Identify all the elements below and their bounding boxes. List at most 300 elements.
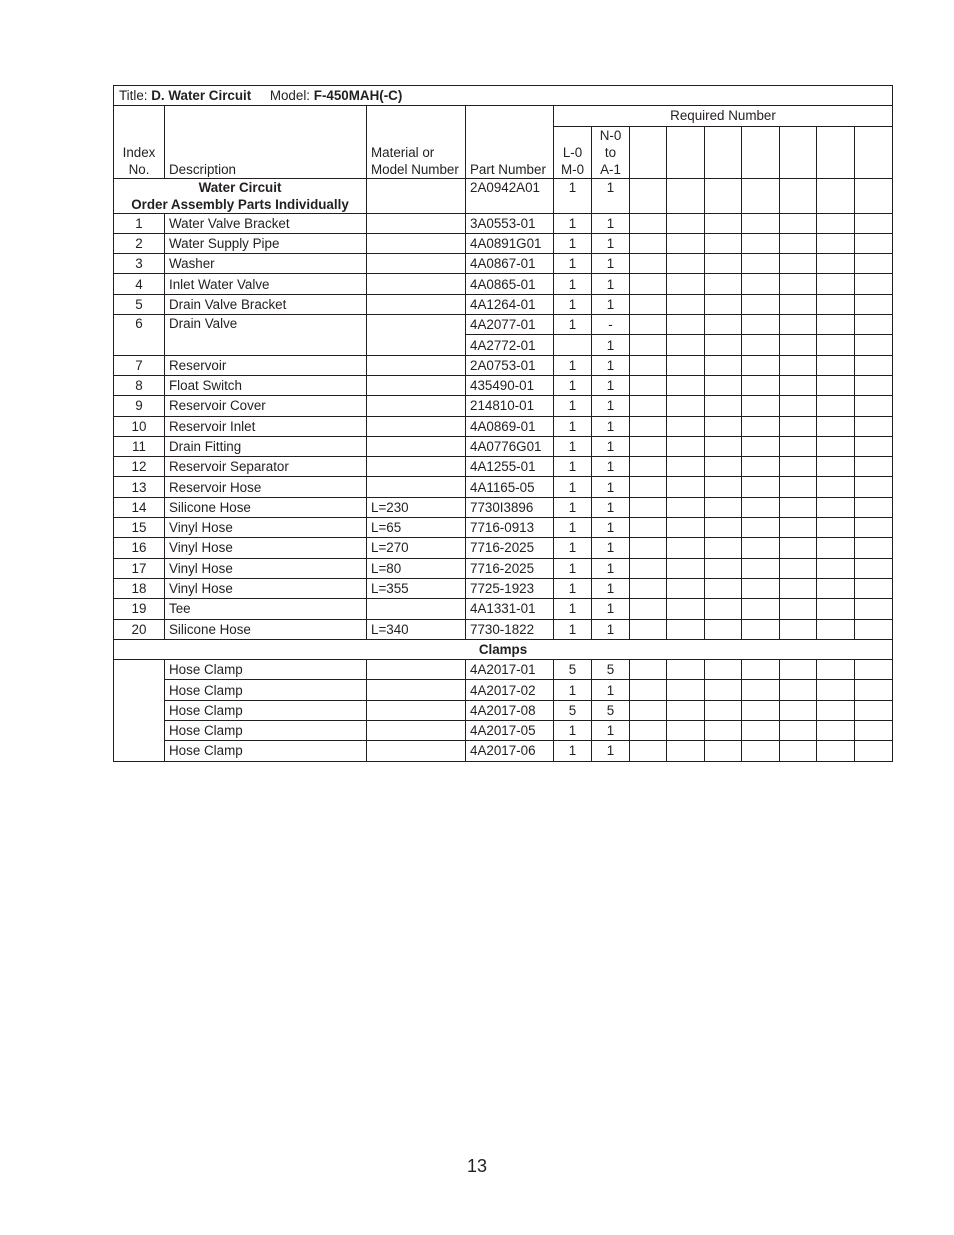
row-index: 14 <box>114 497 165 517</box>
empty-cell <box>855 518 893 538</box>
row-qty-2: 1 <box>592 741 630 761</box>
empty-cell <box>630 558 667 578</box>
empty-cell <box>742 416 780 436</box>
empty-cell <box>855 660 893 680</box>
row-qty-1: 1 <box>554 294 592 314</box>
empty-cell <box>780 599 817 619</box>
row-qty-2: 1 <box>592 213 630 233</box>
empty-cell <box>705 335 742 355</box>
row-description: Hose Clamp <box>165 700 367 720</box>
row-part-number: 4A2772-01 <box>466 335 554 355</box>
empty-cell <box>705 741 742 761</box>
table-row <box>114 578 893 598</box>
row-part-number: 3A0553-01 <box>466 213 554 233</box>
row-part-number: 4A0867-01 <box>466 254 554 274</box>
row-qty-2: 1 <box>592 518 630 538</box>
row-material <box>367 213 466 233</box>
table-row <box>114 660 893 680</box>
empty-cell <box>742 254 780 274</box>
empty-cell <box>780 721 817 741</box>
empty-cell <box>667 599 705 619</box>
empty-cell <box>667 578 705 598</box>
row-qty-1: 1 <box>554 721 592 741</box>
row-description: Hose Clamp <box>165 721 367 741</box>
empty-cell <box>780 375 817 395</box>
row-qty-2: 1 <box>592 254 630 274</box>
empty-cell <box>742 741 780 761</box>
empty-cell <box>817 233 855 253</box>
row-qty-1: 1 <box>554 457 592 477</box>
table-row <box>114 436 893 456</box>
empty-cell <box>742 375 780 395</box>
empty-cell <box>667 274 705 294</box>
empty-cell <box>630 213 667 233</box>
row-part-number: 4A1264-01 <box>466 294 554 314</box>
empty-cell <box>780 436 817 456</box>
empty-cell <box>780 558 817 578</box>
empty-cell <box>742 599 780 619</box>
row-material <box>367 457 466 477</box>
empty-cell <box>742 558 780 578</box>
empty-cell <box>667 558 705 578</box>
empty-cell <box>742 619 780 639</box>
empty-cell <box>780 457 817 477</box>
row-material <box>367 396 466 416</box>
empty-cell <box>630 254 667 274</box>
row-description: Washer <box>165 254 367 274</box>
page-number: 13 <box>466 1156 488 1176</box>
table-row <box>114 233 893 253</box>
empty-cell <box>817 721 855 741</box>
empty-cell <box>855 721 893 741</box>
clamps-heading-row <box>114 639 893 659</box>
empty-cell <box>855 680 893 700</box>
row-index: 5 <box>114 294 165 314</box>
empty-cell <box>817 213 855 233</box>
table-row <box>114 700 893 720</box>
row-qty-2: 1 <box>592 599 630 619</box>
empty-cell <box>742 178 780 213</box>
clamps-heading: Clamps <box>114 639 893 659</box>
row-part-number: 4A2017-02 <box>466 680 554 700</box>
row-description: Water Valve Bracket <box>165 213 367 233</box>
row-qty-1 <box>554 335 592 355</box>
assembly-part-number: 2A0942A01 <box>466 178 554 213</box>
row-qty-2: 1 <box>592 294 630 314</box>
empty-cell <box>780 233 817 253</box>
empty-cell <box>855 213 893 233</box>
row-index: 3 <box>114 254 165 274</box>
empty-cell <box>630 294 667 314</box>
header-part-number: Part Number <box>466 106 554 178</box>
empty-cell <box>630 416 667 436</box>
empty-cell <box>817 375 855 395</box>
empty-cell <box>630 355 667 375</box>
header-col1-line2: M-0 <box>560 161 585 177</box>
row-qty-2: 1 <box>592 355 630 375</box>
row-description: Vinyl Hose <box>165 538 367 558</box>
row-qty-2: 1 <box>592 416 630 436</box>
empty-cell <box>817 660 855 680</box>
row-material <box>367 660 466 680</box>
table-row <box>114 396 893 416</box>
row-index: 15 <box>114 518 165 538</box>
empty-cell <box>742 578 780 598</box>
table-row <box>114 619 893 639</box>
empty-cell <box>667 375 705 395</box>
empty-cell <box>780 396 817 416</box>
empty-cell <box>742 436 780 456</box>
empty-cell <box>742 457 780 477</box>
empty-cell <box>705 274 742 294</box>
empty-cell <box>705 315 742 335</box>
row-description: Vinyl Hose <box>165 558 367 578</box>
row-qty-2: 5 <box>592 700 630 720</box>
row-material: L=230 <box>367 497 466 517</box>
row-material <box>367 355 466 375</box>
row-description: Reservoir Separator <box>165 457 367 477</box>
empty-cell <box>780 477 817 497</box>
row-qty-2: 1 <box>592 274 630 294</box>
empty-cell <box>780 700 817 720</box>
empty-cell <box>780 254 817 274</box>
empty-cell <box>780 538 817 558</box>
empty-cell <box>705 538 742 558</box>
row-description: Silicone Hose <box>165 619 367 639</box>
table-row <box>114 477 893 497</box>
row-qty-1: 1 <box>554 416 592 436</box>
empty-cell <box>855 538 893 558</box>
empty-cell <box>667 477 705 497</box>
empty-cell <box>742 477 780 497</box>
empty-cell <box>667 178 705 213</box>
row-index: 7 <box>114 355 165 375</box>
row-material <box>367 375 466 395</box>
empty-cell <box>817 680 855 700</box>
empty-cell <box>667 721 705 741</box>
empty-cell <box>667 213 705 233</box>
empty-cell <box>667 396 705 416</box>
empty-cell <box>630 178 667 213</box>
empty-cell <box>817 538 855 558</box>
model-value: F-450MAH(-C) <box>313 88 403 104</box>
empty-cell <box>705 396 742 416</box>
row-description: Silicone Hose <box>165 497 367 517</box>
empty-cell <box>780 315 817 335</box>
row-part-number: 7730I3896 <box>466 497 554 517</box>
empty-cell <box>780 335 817 355</box>
row-part-number: 4A2017-06 <box>466 741 554 761</box>
header-col2-line2: to <box>604 144 617 160</box>
row-part-number: 4A0776G01 <box>466 436 554 456</box>
row-qty-1: 1 <box>554 274 592 294</box>
row-material <box>367 700 466 720</box>
empty-cell <box>667 294 705 314</box>
empty-cell <box>780 416 817 436</box>
row-qty-2: 1 <box>592 578 630 598</box>
empty-cell <box>855 558 893 578</box>
empty-cell <box>667 416 705 436</box>
row-description: Hose Clamp <box>165 741 367 761</box>
row-qty-2: 1 <box>592 558 630 578</box>
row-qty-1: 1 <box>554 436 592 456</box>
empty-cell <box>630 518 667 538</box>
header-index-line2: No. <box>128 161 150 177</box>
row-qty-2: 1 <box>592 436 630 456</box>
empty-cell <box>630 741 667 761</box>
assembly-name: Water Circuit <box>198 179 282 195</box>
table-row <box>114 294 893 314</box>
empty-cell <box>742 294 780 314</box>
header-empty-col <box>630 126 667 178</box>
empty-cell <box>667 680 705 700</box>
row-material <box>367 233 466 253</box>
header-col2-line3: A-1 <box>600 161 621 177</box>
table-row <box>114 680 893 700</box>
empty-cell <box>705 213 742 233</box>
empty-cell <box>630 335 667 355</box>
empty-cell <box>855 355 893 375</box>
empty-cell <box>705 436 742 456</box>
assembly-name-cell <box>114 178 367 213</box>
empty-cell <box>630 660 667 680</box>
row-part-number: 4A0869-01 <box>466 416 554 436</box>
empty-cell <box>817 497 855 517</box>
empty-cell <box>780 578 817 598</box>
empty-cell <box>855 619 893 639</box>
empty-cell <box>705 518 742 538</box>
empty-cell <box>742 355 780 375</box>
header-material-line2: Model Number <box>371 161 459 177</box>
row-qty-1: 1 <box>554 497 592 517</box>
table-row <box>114 518 893 538</box>
empty-cell <box>705 294 742 314</box>
row-description: Vinyl Hose <box>165 518 367 538</box>
empty-cell <box>780 680 817 700</box>
empty-cell <box>780 213 817 233</box>
row-index: 8 <box>114 375 165 395</box>
header-empty-col <box>855 126 893 178</box>
empty-cell <box>817 355 855 375</box>
row-description: Reservoir Cover <box>165 396 367 416</box>
assembly-qty-1: 1 <box>554 178 592 213</box>
header-index-line1: Index <box>122 144 156 160</box>
empty-cell <box>667 355 705 375</box>
empty-cell <box>630 436 667 456</box>
header-material <box>367 106 466 178</box>
row-qty-2: 1 <box>592 619 630 639</box>
empty-cell <box>817 315 855 335</box>
header-col-n0-a1 <box>592 126 630 178</box>
empty-cell <box>855 233 893 253</box>
empty-cell <box>742 335 780 355</box>
empty-cell <box>667 538 705 558</box>
row-material: L=340 <box>367 619 466 639</box>
row-description: Reservoir Hose <box>165 477 367 497</box>
empty-cell <box>742 213 780 233</box>
row-material <box>367 416 466 436</box>
row-index: 1 <box>114 213 165 233</box>
row-qty-2: 1 <box>592 396 630 416</box>
row-material <box>367 599 466 619</box>
empty-cell <box>705 558 742 578</box>
row-part-number: 214810-01 <box>466 396 554 416</box>
header-required-number: Required Number <box>554 106 893 126</box>
empty-cell <box>630 375 667 395</box>
row-material <box>367 741 466 761</box>
row-qty-2: 1 <box>592 375 630 395</box>
empty-cell <box>630 721 667 741</box>
empty-cell <box>705 700 742 720</box>
empty-cell <box>630 396 667 416</box>
header-col-l0-m0 <box>554 126 592 178</box>
row-material <box>367 294 466 314</box>
assembly-qty-2: 1 <box>592 178 630 213</box>
empty-cell <box>780 497 817 517</box>
empty-cell <box>855 599 893 619</box>
row-description: Drain Fitting <box>165 436 367 456</box>
table-row <box>114 375 893 395</box>
empty-cell <box>855 741 893 761</box>
row-qty-1: 1 <box>554 355 592 375</box>
row-qty-1: 1 <box>554 538 592 558</box>
row-qty-1: 1 <box>554 233 592 253</box>
assembly-row <box>114 178 893 213</box>
empty-cell <box>630 700 667 720</box>
row-qty-2: 1 <box>592 497 630 517</box>
row-description: Reservoir Inlet <box>165 416 367 436</box>
row-qty-2: 1 <box>592 233 630 253</box>
empty-cell <box>705 178 742 213</box>
clamps-index <box>114 660 165 761</box>
table-row <box>114 355 893 375</box>
row-description: Hose Clamp <box>165 660 367 680</box>
empty-cell <box>780 619 817 639</box>
empty-cell <box>817 436 855 456</box>
row-index: 16 <box>114 538 165 558</box>
table-row <box>114 274 893 294</box>
row-qty-1: 1 <box>554 213 592 233</box>
empty-cell <box>705 619 742 639</box>
empty-cell <box>817 558 855 578</box>
row-index: 18 <box>114 578 165 598</box>
row-qty-1: 5 <box>554 700 592 720</box>
empty-cell <box>817 396 855 416</box>
model-label: Model: <box>269 88 311 104</box>
empty-cell <box>630 599 667 619</box>
row-index: 12 <box>114 457 165 477</box>
row-part-number: 7716-2025 <box>466 558 554 578</box>
empty-cell <box>742 233 780 253</box>
empty-cell <box>705 599 742 619</box>
empty-cell <box>817 254 855 274</box>
empty-cell <box>780 741 817 761</box>
row-material <box>367 680 466 700</box>
row-qty-1: 1 <box>554 680 592 700</box>
empty-cell <box>742 396 780 416</box>
row-qty-2: 1 <box>592 457 630 477</box>
parts-list-sheet <box>113 85 892 762</box>
empty-cell <box>630 274 667 294</box>
row-part-number: 4A2017-05 <box>466 721 554 741</box>
empty-cell <box>817 741 855 761</box>
row-qty-1: 1 <box>554 558 592 578</box>
row-part-number: 4A2077-01 <box>466 315 554 335</box>
empty-cell <box>817 457 855 477</box>
empty-cell <box>855 457 893 477</box>
row-qty-2: 1 <box>592 335 630 355</box>
empty-cell <box>855 335 893 355</box>
empty-cell <box>855 497 893 517</box>
empty-cell <box>667 436 705 456</box>
row-part-number: 435490-01 <box>466 375 554 395</box>
empty-cell <box>742 721 780 741</box>
table-row <box>114 497 893 517</box>
empty-cell <box>855 477 893 497</box>
table-row <box>114 254 893 274</box>
empty-cell <box>705 355 742 375</box>
row-part-number: 7725-1923 <box>466 578 554 598</box>
row-description: Water Supply Pipe <box>165 233 367 253</box>
row-part-number: 4A1165-05 <box>466 477 554 497</box>
empty-cell <box>630 233 667 253</box>
row-description: Float Switch <box>165 375 367 395</box>
row-part-number: 4A0891G01 <box>466 233 554 253</box>
parts-table <box>113 85 893 762</box>
table-title <box>114 86 893 106</box>
empty-cell <box>742 315 780 335</box>
empty-cell <box>855 578 893 598</box>
row-material <box>367 274 466 294</box>
row-description: Inlet Water Valve <box>165 274 367 294</box>
empty-cell <box>705 375 742 395</box>
empty-cell <box>705 477 742 497</box>
row-qty-1: 1 <box>554 578 592 598</box>
empty-cell <box>855 700 893 720</box>
row-material <box>367 721 466 741</box>
row-part-number: 4A1255-01 <box>466 457 554 477</box>
empty-cell <box>630 497 667 517</box>
empty-cell <box>630 619 667 639</box>
empty-cell <box>780 274 817 294</box>
empty-cell <box>705 233 742 253</box>
row-qty-1: 1 <box>554 619 592 639</box>
empty-cell <box>630 315 667 335</box>
empty-cell <box>855 178 893 213</box>
row-index: 6 <box>114 315 165 356</box>
row-part-number: 7730-1822 <box>466 619 554 639</box>
empty-cell <box>855 254 893 274</box>
empty-cell <box>667 457 705 477</box>
row-qty-1: 1 <box>554 741 592 761</box>
empty-cell <box>705 578 742 598</box>
row-material <box>367 254 466 274</box>
empty-cell <box>742 538 780 558</box>
empty-cell <box>742 700 780 720</box>
row-qty-1: 1 <box>554 375 592 395</box>
empty-cell <box>855 294 893 314</box>
table-row <box>114 558 893 578</box>
empty-cell <box>817 274 855 294</box>
empty-cell <box>855 396 893 416</box>
row-part-number: 4A2017-08 <box>466 700 554 720</box>
empty-cell <box>780 660 817 680</box>
empty-cell <box>817 416 855 436</box>
table-row <box>114 457 893 477</box>
header-empty-col <box>817 126 855 178</box>
empty-cell <box>780 294 817 314</box>
empty-cell <box>742 680 780 700</box>
